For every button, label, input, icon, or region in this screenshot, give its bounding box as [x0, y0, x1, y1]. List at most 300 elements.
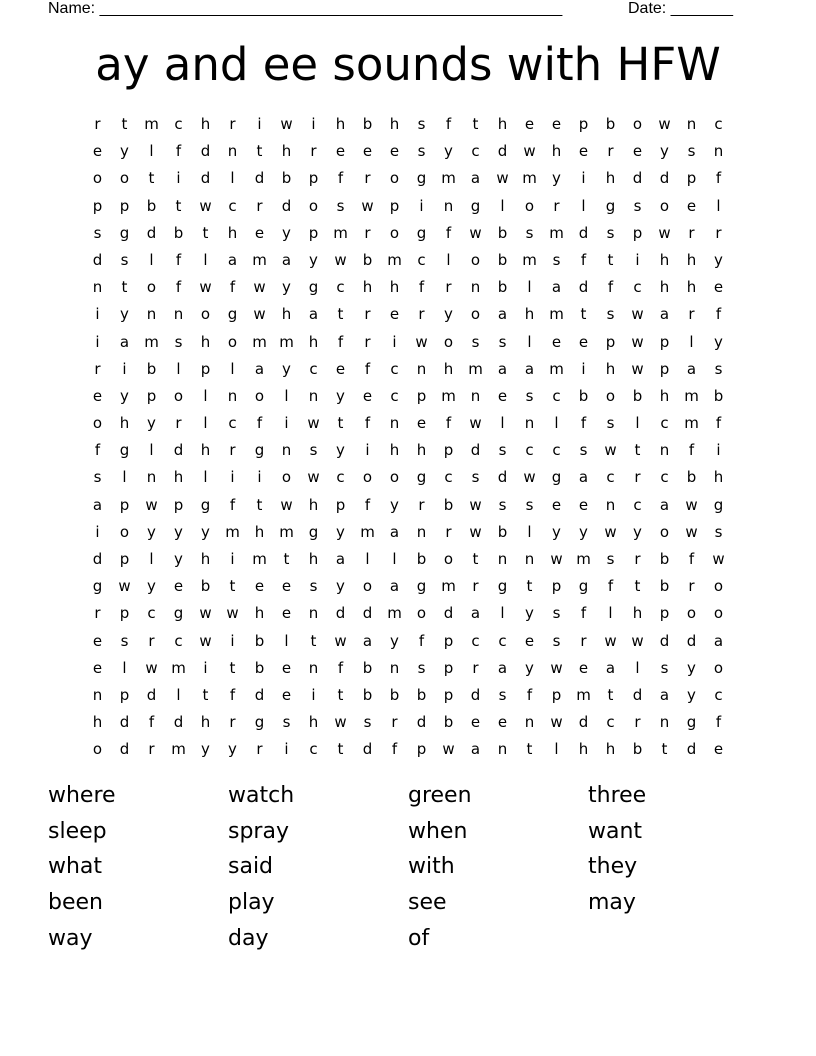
grid-letter: l [689, 332, 694, 351]
grid-letter: d [254, 169, 265, 188]
grid-letter: s [525, 495, 534, 514]
grid-letter: w [307, 414, 320, 433]
grid-letter: f [256, 414, 263, 433]
grid-letter: h [389, 115, 400, 133]
grid-letter: f [337, 332, 344, 351]
grid-letter: m [279, 522, 294, 541]
grid-letter: s [309, 441, 318, 460]
word-bank-item: may [588, 890, 636, 916]
grid-letter: l [203, 468, 208, 487]
grid-letter: g [227, 305, 238, 324]
grid-letter: i [365, 441, 370, 460]
grid-letter: y [660, 142, 669, 161]
grid-letter: s [120, 631, 129, 650]
grid-letter: p [605, 332, 616, 351]
grid-letter: r [580, 631, 587, 650]
grid-letter: o [389, 468, 400, 487]
grid-letter: e [389, 305, 400, 324]
grid-letter: f [715, 713, 722, 732]
grid-letter: w [334, 713, 347, 732]
grid-letter: p [659, 359, 670, 378]
grid-letter: f [94, 441, 101, 460]
grid-letter: y [120, 305, 129, 324]
grid-letter: n [416, 359, 427, 378]
grid-letter: w [604, 522, 617, 541]
grid-letter: b [632, 740, 643, 759]
grid-letter: y [444, 305, 453, 324]
grid-letter: d [146, 223, 157, 242]
grid-letter: g [416, 577, 427, 596]
grid-letter: r [94, 115, 101, 133]
grid-letter: t [202, 685, 209, 704]
grid-letter: y [147, 414, 156, 433]
grid-letter: r [229, 441, 236, 460]
grid-letter: h [524, 305, 535, 324]
grid-letter: b [659, 550, 670, 568]
grid-row [84, 111, 732, 138]
grid-letter: y [444, 142, 453, 161]
grid-letter: l [446, 250, 451, 269]
grid-letter: f [337, 658, 344, 677]
grid-letter: t [148, 169, 155, 188]
grid-letter: d [659, 169, 670, 188]
grid-letter: y [336, 522, 345, 541]
grid-letter: f [445, 223, 452, 242]
grid-letter: r [634, 550, 641, 568]
grid-letter: h [173, 468, 184, 487]
grid-letter: i [635, 250, 640, 269]
grid-letter: e [362, 142, 373, 161]
grid-letter: l [203, 386, 208, 405]
grid-row [84, 736, 732, 763]
grid-letter: f [445, 414, 452, 433]
grid-letter: m [549, 305, 564, 324]
grid-letter: h [119, 414, 130, 433]
grid-letter: n [497, 740, 508, 759]
word-bank-item: where [48, 783, 116, 808]
grid-letter: a [470, 740, 481, 759]
grid-letter: t [661, 740, 668, 759]
grid-letter: y [201, 740, 210, 759]
grid-letter: l [284, 631, 289, 650]
grid-letter: y [390, 495, 399, 514]
grid-letter: c [417, 250, 426, 269]
grid-letter: p [119, 604, 130, 623]
grid-letter: t [337, 740, 344, 759]
grid-letter: e [578, 495, 589, 514]
grid-letter: c [174, 631, 183, 650]
grid-letter: h [578, 740, 589, 759]
grid-letter: d [497, 142, 508, 161]
grid-letter: g [416, 169, 427, 188]
letter-grid [84, 111, 732, 764]
grid-letter: d [497, 468, 508, 487]
grid-letter: n [146, 305, 157, 324]
grid-letter: a [389, 577, 400, 596]
grid-letter: w [631, 631, 644, 650]
grid-letter: d [470, 441, 481, 460]
grid-letter: y [309, 250, 318, 269]
grid-letter: e [551, 495, 562, 514]
grid-letter: h [308, 495, 319, 514]
grid-letter: s [417, 142, 426, 161]
grid-letter: i [176, 169, 181, 188]
grid-letter: e [578, 332, 589, 351]
grid-letter: m [576, 550, 591, 568]
grid-letter: d [335, 604, 346, 623]
grid-letter: g [119, 441, 130, 460]
grid-letter: m [333, 223, 348, 242]
grid-letter: s [498, 332, 507, 351]
grid-letter: f [418, 631, 425, 650]
grid-letter: y [525, 658, 534, 677]
grid-letter: f [445, 115, 452, 133]
grid-letter: m [522, 169, 537, 188]
grid-letter: w [145, 658, 158, 677]
grid-letter: p [686, 169, 697, 188]
grid-row [84, 193, 732, 220]
grid-letter: i [122, 359, 127, 378]
grid-letter: e [632, 142, 643, 161]
grid-letter: c [228, 196, 237, 215]
grid-row [84, 437, 732, 464]
grid-letter: f [364, 414, 371, 433]
grid-letter: a [497, 305, 508, 324]
grid-letter: m [684, 414, 699, 433]
grid-letter: w [631, 332, 644, 351]
grid-letter: c [336, 468, 345, 487]
grid-letter: o [443, 550, 454, 568]
grid-letter: y [552, 522, 561, 541]
grid-letter: y [336, 386, 345, 405]
grid-letter: l [149, 441, 154, 460]
word-bank-item: see [408, 890, 447, 916]
grid-letter: m [468, 359, 483, 378]
grid-letter: g [173, 604, 184, 623]
grid-letter: o [362, 577, 373, 596]
grid-letter: e [281, 604, 292, 623]
grid-letter: e [281, 577, 292, 596]
grid-letter: d [119, 740, 130, 759]
grid-letter: g [254, 441, 265, 460]
grid-letter: y [201, 522, 210, 541]
grid-letter: m [387, 250, 402, 269]
grid-letter: a [470, 169, 481, 188]
grid-letter: h [443, 359, 454, 378]
grid-letter: m [576, 685, 591, 704]
grid-letter: c [606, 468, 615, 487]
grid-letter: c [390, 386, 399, 405]
grid-letter: w [361, 196, 374, 215]
grid-letter: n [659, 713, 670, 732]
grid-row [84, 492, 732, 519]
grid-letter: t [202, 223, 209, 242]
grid-letter: b [254, 631, 265, 650]
grid-row [84, 220, 732, 247]
grid-letter: b [416, 550, 427, 568]
grid-letter: i [230, 631, 235, 650]
grid-letter: l [230, 169, 235, 188]
grid-letter: s [93, 223, 102, 242]
grid-letter: s [174, 332, 183, 351]
grid-letter: a [281, 250, 292, 269]
grid-letter: d [200, 169, 211, 188]
grid-letter: w [415, 332, 428, 351]
grid-letter: w [685, 522, 698, 541]
grid-letter: o [389, 169, 400, 188]
grid-letter: o [92, 414, 103, 433]
grid-letter: s [498, 495, 507, 514]
grid-letter: b [686, 468, 697, 487]
grid-letter: c [660, 468, 669, 487]
grid-letter: y [336, 441, 345, 460]
grid-letter: p [92, 196, 103, 215]
grid-letter: d [173, 713, 184, 732]
grid-letter: w [469, 522, 482, 541]
grid-letter: e [389, 142, 400, 161]
grid-letter: r [148, 740, 155, 759]
grid-letter: t [175, 196, 182, 215]
grid-row [84, 301, 732, 328]
page-title: ay and ee sounds with HFW [95, 38, 721, 91]
grid-letter: o [713, 604, 724, 623]
grid-letter: y [174, 550, 183, 568]
grid-letter: m [387, 604, 402, 623]
grid-letter: b [497, 522, 508, 541]
grid-letter: n [146, 468, 157, 487]
grid-letter: f [688, 550, 695, 568]
grid-letter: i [230, 550, 235, 568]
grid-letter: r [364, 223, 371, 242]
grid-letter: m [144, 115, 159, 133]
grid-letter: l [230, 359, 235, 378]
grid-letter: s [552, 250, 561, 269]
grid-letter: d [578, 713, 589, 732]
grid-letter: c [633, 495, 642, 514]
grid-letter: y [282, 223, 291, 242]
grid-letter: s [282, 713, 291, 732]
grid-letter: d [92, 550, 103, 568]
grid-letter: o [524, 196, 535, 215]
grid-letter: a [497, 658, 508, 677]
grid-letter: n [308, 658, 319, 677]
grid-letter: o [119, 522, 130, 541]
grid-letter: p [119, 196, 130, 215]
grid-letter: o [92, 169, 103, 188]
grid-letter: e [281, 685, 292, 704]
grid-letter: s [633, 196, 642, 215]
grid-letter: p [308, 223, 319, 242]
grid-letter: b [362, 115, 373, 133]
grid-letter: h [416, 441, 427, 460]
grid-letter: l [122, 468, 127, 487]
grid-letter: i [284, 414, 289, 433]
grid-letter: w [658, 115, 671, 133]
grid-letter: i [419, 196, 424, 215]
grid-letter: s [606, 223, 615, 242]
grid-letter: d [362, 740, 373, 759]
grid-letter: o [659, 196, 670, 215]
grid-letter: h [605, 359, 616, 378]
grid-letter: p [659, 604, 670, 623]
grid-letter: h [659, 278, 670, 297]
grid-letter: m [279, 332, 294, 351]
grid-letter: c [147, 604, 156, 623]
grid-letter: g [119, 223, 130, 242]
grid-letter: c [444, 468, 453, 487]
grid-letter: h [605, 169, 616, 188]
grid-letter: d [92, 250, 103, 269]
grid-letter: y [147, 577, 156, 596]
grid-letter: f [715, 169, 722, 188]
grid-letter: f [715, 414, 722, 433]
grid-letter: t [121, 115, 128, 133]
grid-letter: o [686, 604, 697, 623]
grid-letter: o [605, 386, 616, 405]
grid-letter: w [280, 495, 293, 514]
grid-letter: y [633, 522, 642, 541]
grid-letter: h [659, 250, 670, 269]
word-bank-item: what [48, 854, 103, 880]
grid-letter: n [227, 386, 238, 405]
grid-letter: r [634, 713, 641, 732]
grid-letter: r [553, 196, 560, 215]
grid-letter: b [200, 577, 211, 596]
grid-letter: l [365, 550, 370, 568]
grid-letter: m [360, 522, 375, 541]
grid-letter: d [119, 713, 130, 732]
grid-letter: g [416, 223, 427, 242]
grid-letter: w [199, 278, 212, 297]
grid-letter: i [95, 522, 100, 541]
grid-letter: d [659, 631, 670, 650]
grid-letter: w [550, 713, 563, 732]
word-bank-item: three [588, 783, 647, 808]
grid-letter: y [120, 142, 129, 161]
grid-letter: h [200, 713, 211, 732]
grid-letter: c [471, 631, 480, 650]
grid-letter: c [309, 359, 318, 378]
grid-letter: p [416, 386, 427, 405]
grid-letter: l [527, 278, 532, 297]
grid-letter: o [254, 386, 265, 405]
grid-letter: n [497, 550, 508, 568]
grid-letter: a [308, 305, 319, 324]
grid-letter: r [364, 169, 371, 188]
grid-letter: w [604, 441, 617, 460]
grid-letter: d [686, 631, 697, 650]
grid-letter: e [92, 631, 103, 650]
grid-letter: f [364, 359, 371, 378]
grid-letter: d [200, 142, 211, 161]
grid-letter: b [605, 115, 616, 133]
grid-letter: b [254, 658, 265, 677]
grid-letter: s [660, 658, 669, 677]
grid-letter: y [282, 278, 291, 297]
grid-letter: o [92, 740, 103, 759]
grid-letter: t [634, 577, 641, 596]
grid-letter: b [659, 577, 670, 596]
grid-letter: a [605, 658, 616, 677]
grid-letter: m [144, 332, 159, 351]
grid-letter: l [149, 142, 154, 161]
grid-letter: e [497, 386, 508, 405]
grid-letter: r [175, 414, 182, 433]
grid-letter: i [311, 115, 316, 133]
grid-letter: l [392, 550, 397, 568]
grid-letter: r [364, 332, 371, 351]
grid-letter: w [334, 250, 347, 269]
grid-letter: b [632, 386, 643, 405]
grid-letter: a [227, 250, 238, 269]
grid-letter: w [442, 740, 455, 759]
grid-letter: w [334, 631, 347, 650]
grid-letter: h [308, 550, 319, 568]
grid-letter: l [176, 359, 181, 378]
grid-letter: o [389, 223, 400, 242]
grid-letter: s [525, 386, 534, 405]
grid-letter: n [524, 414, 535, 433]
grid-letter: i [95, 305, 100, 324]
grid-letter: f [580, 414, 587, 433]
grid-letter: f [337, 169, 344, 188]
grid-letter: c [714, 115, 723, 133]
grid-letter: o [659, 522, 670, 541]
grid-letter: y [687, 658, 696, 677]
grid-letter: w [496, 169, 509, 188]
grid-letter: o [227, 332, 238, 351]
grid-letter: b [497, 223, 508, 242]
grid-letter: n [686, 115, 697, 133]
word-bank-item: been [48, 890, 103, 916]
grid-letter: t [526, 577, 533, 596]
grid-letter: a [524, 359, 535, 378]
grid-row [84, 519, 732, 546]
grid-letter: n [524, 550, 535, 568]
grid-letter: f [229, 685, 236, 704]
grid-letter: n [92, 685, 103, 704]
grid-letter: s [714, 522, 723, 541]
grid-letter: g [308, 522, 319, 541]
grid-letter: e [335, 142, 346, 161]
grid-letter: s [498, 441, 507, 460]
grid-letter: l [176, 685, 181, 704]
grid-letter: e [551, 332, 562, 351]
grid-letter: d [173, 441, 184, 460]
grid-letter: b [173, 223, 184, 242]
grid-letter: m [252, 332, 267, 351]
grid-letter: e [254, 223, 265, 242]
grid-letter: e [578, 658, 589, 677]
grid-letter: d [632, 685, 643, 704]
grid-letter: n [470, 278, 481, 297]
grid-letter: w [658, 223, 671, 242]
grid-letter: c [660, 414, 669, 433]
grid-letter: b [146, 196, 157, 215]
grid-letter: m [171, 740, 186, 759]
grid-letter: r [445, 278, 452, 297]
grid-letter: d [632, 169, 643, 188]
grid-letter: e [686, 196, 697, 215]
grid-letter: f [148, 713, 155, 732]
word-bank-item: of [408, 925, 430, 951]
grid-letter: s [120, 250, 129, 269]
grid-letter: t [310, 631, 317, 650]
grid-letter: t [229, 658, 236, 677]
grid-letter: l [635, 658, 640, 677]
grid-letter: i [257, 115, 262, 133]
grid-letter: c [336, 278, 345, 297]
